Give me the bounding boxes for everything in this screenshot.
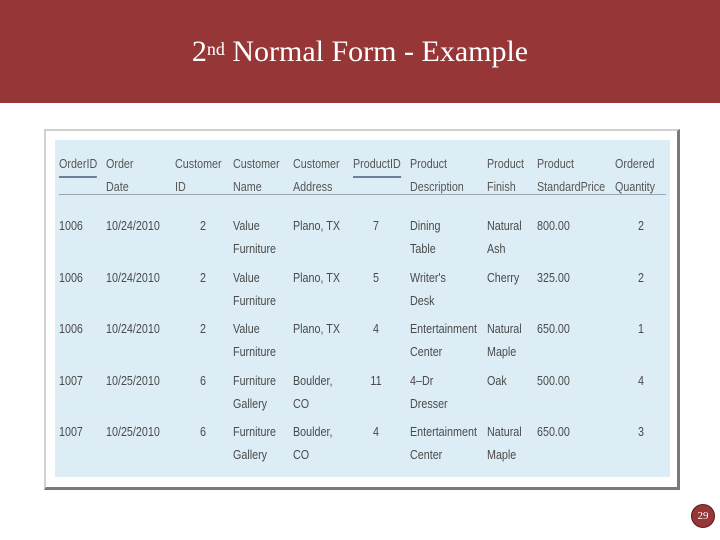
table-cell: 325.00 — [537, 271, 570, 285]
table-cell: Furniture — [233, 242, 277, 256]
table-cell: 2 — [200, 322, 206, 336]
table-cell: 650.00 — [537, 425, 570, 439]
table-cell: CO — [293, 448, 310, 462]
table-cell: Furniture — [233, 294, 277, 308]
table-cell: Desk — [410, 294, 435, 308]
table-cell: 1006 — [59, 322, 83, 336]
table-cell: 500.00 — [537, 374, 570, 388]
table-cell: 650.00 — [537, 322, 570, 336]
table-cell: 2 — [200, 219, 206, 233]
table-cell: Entertainment — [410, 425, 477, 439]
column-header: ProductID — [353, 153, 401, 178]
table-cell: 4 — [373, 425, 379, 439]
column-header-line2: Address — [293, 180, 333, 194]
column-header-line2: Date — [106, 180, 129, 194]
table-cell: 5 — [373, 271, 379, 285]
column-header-line2: Name — [233, 180, 262, 194]
table-cell: Boulder, — [293, 425, 333, 439]
table-cell: Cherry — [487, 271, 520, 285]
title-bar — [0, 0, 720, 103]
table-cell: Furniture — [233, 425, 277, 439]
column-header: Product — [487, 157, 525, 171]
table-cell: Plano, TX — [293, 219, 341, 233]
table-cell: Value — [233, 322, 260, 336]
table-cell: 1007 — [59, 374, 83, 388]
table-cell: 6 — [200, 425, 206, 439]
table-cell: Center — [410, 345, 443, 359]
table-cell: Value — [233, 219, 260, 233]
table-cell: 1006 — [59, 219, 83, 233]
table-cell: Natural — [487, 219, 522, 233]
table-cell: 10/24/2010 — [106, 219, 160, 233]
table-cell: Table — [410, 242, 436, 256]
table-cell: 7 — [373, 219, 379, 233]
table-cell: Gallery — [233, 448, 268, 462]
order-table — [55, 140, 670, 477]
table-cell: 3 — [638, 425, 644, 439]
table-cell: 10/25/2010 — [106, 425, 160, 439]
table-cell: Dining — [410, 219, 441, 233]
title-rest: Normal Form - Example — [224, 35, 529, 68]
table-cell: 10/25/2010 — [106, 374, 160, 388]
title-superscript: nd — [206, 39, 225, 59]
table-cell: 1007 — [59, 425, 83, 439]
column-header: Product — [410, 157, 448, 171]
table-cell: 800.00 — [537, 219, 570, 233]
table-cell: 4–Dr — [410, 374, 434, 388]
column-header: OrderID — [59, 153, 97, 178]
table-cell: 1 — [638, 322, 644, 336]
column-header-line2: Description — [410, 180, 464, 194]
table-cell: Natural — [487, 425, 522, 439]
table-cell: Natural — [487, 322, 522, 336]
table-cell: Gallery — [233, 397, 268, 411]
column-header-line2: ID — [175, 180, 186, 194]
page-number-badge: 29 — [691, 504, 715, 528]
column-header-line2: Quantity — [615, 180, 656, 194]
table-cell: Maple — [487, 345, 517, 359]
title-prefix: 2 — [191, 35, 207, 68]
table-cell: 6 — [200, 374, 206, 388]
column-header-line2: Finish — [487, 180, 516, 194]
table-cell: Furniture — [233, 374, 277, 388]
table-cell: 4 — [373, 322, 379, 336]
table-cell: Entertainment — [410, 322, 477, 336]
table-cell: Plano, TX — [293, 322, 341, 336]
table-cell: Oak — [487, 374, 507, 388]
column-header: Product — [537, 157, 575, 171]
table-cell: CO — [293, 397, 310, 411]
table-cell: 2 — [200, 271, 206, 285]
column-header-line2: StandardPrice — [537, 180, 606, 194]
table-cell: 11 — [370, 374, 382, 388]
table-cell: 10/24/2010 — [106, 322, 160, 336]
table-cell: Ash — [487, 242, 506, 256]
table-cell: 10/24/2010 — [106, 271, 160, 285]
table-cell: Writer's — [410, 271, 446, 285]
slide-title — [0, 33, 720, 71]
table-cell: 2 — [638, 219, 644, 233]
column-header: Customer — [175, 157, 222, 171]
table-cell: Boulder, — [293, 374, 333, 388]
column-header: Order — [106, 157, 134, 171]
column-header: Ordered — [615, 157, 655, 171]
table-cell: 4 — [638, 374, 644, 388]
column-header: Customer — [233, 157, 280, 171]
column-header: Customer — [293, 157, 340, 171]
table-cell: 1006 — [59, 271, 83, 285]
table-cell: 2 — [638, 271, 644, 285]
table-cell: Center — [410, 448, 443, 462]
table-cell: Maple — [487, 448, 517, 462]
table-cell: Value — [233, 271, 260, 285]
table-cell: Dresser — [410, 397, 448, 411]
table-figure — [44, 129, 680, 490]
table-cell: Plano, TX — [293, 271, 341, 285]
table-cell: Furniture — [233, 345, 277, 359]
